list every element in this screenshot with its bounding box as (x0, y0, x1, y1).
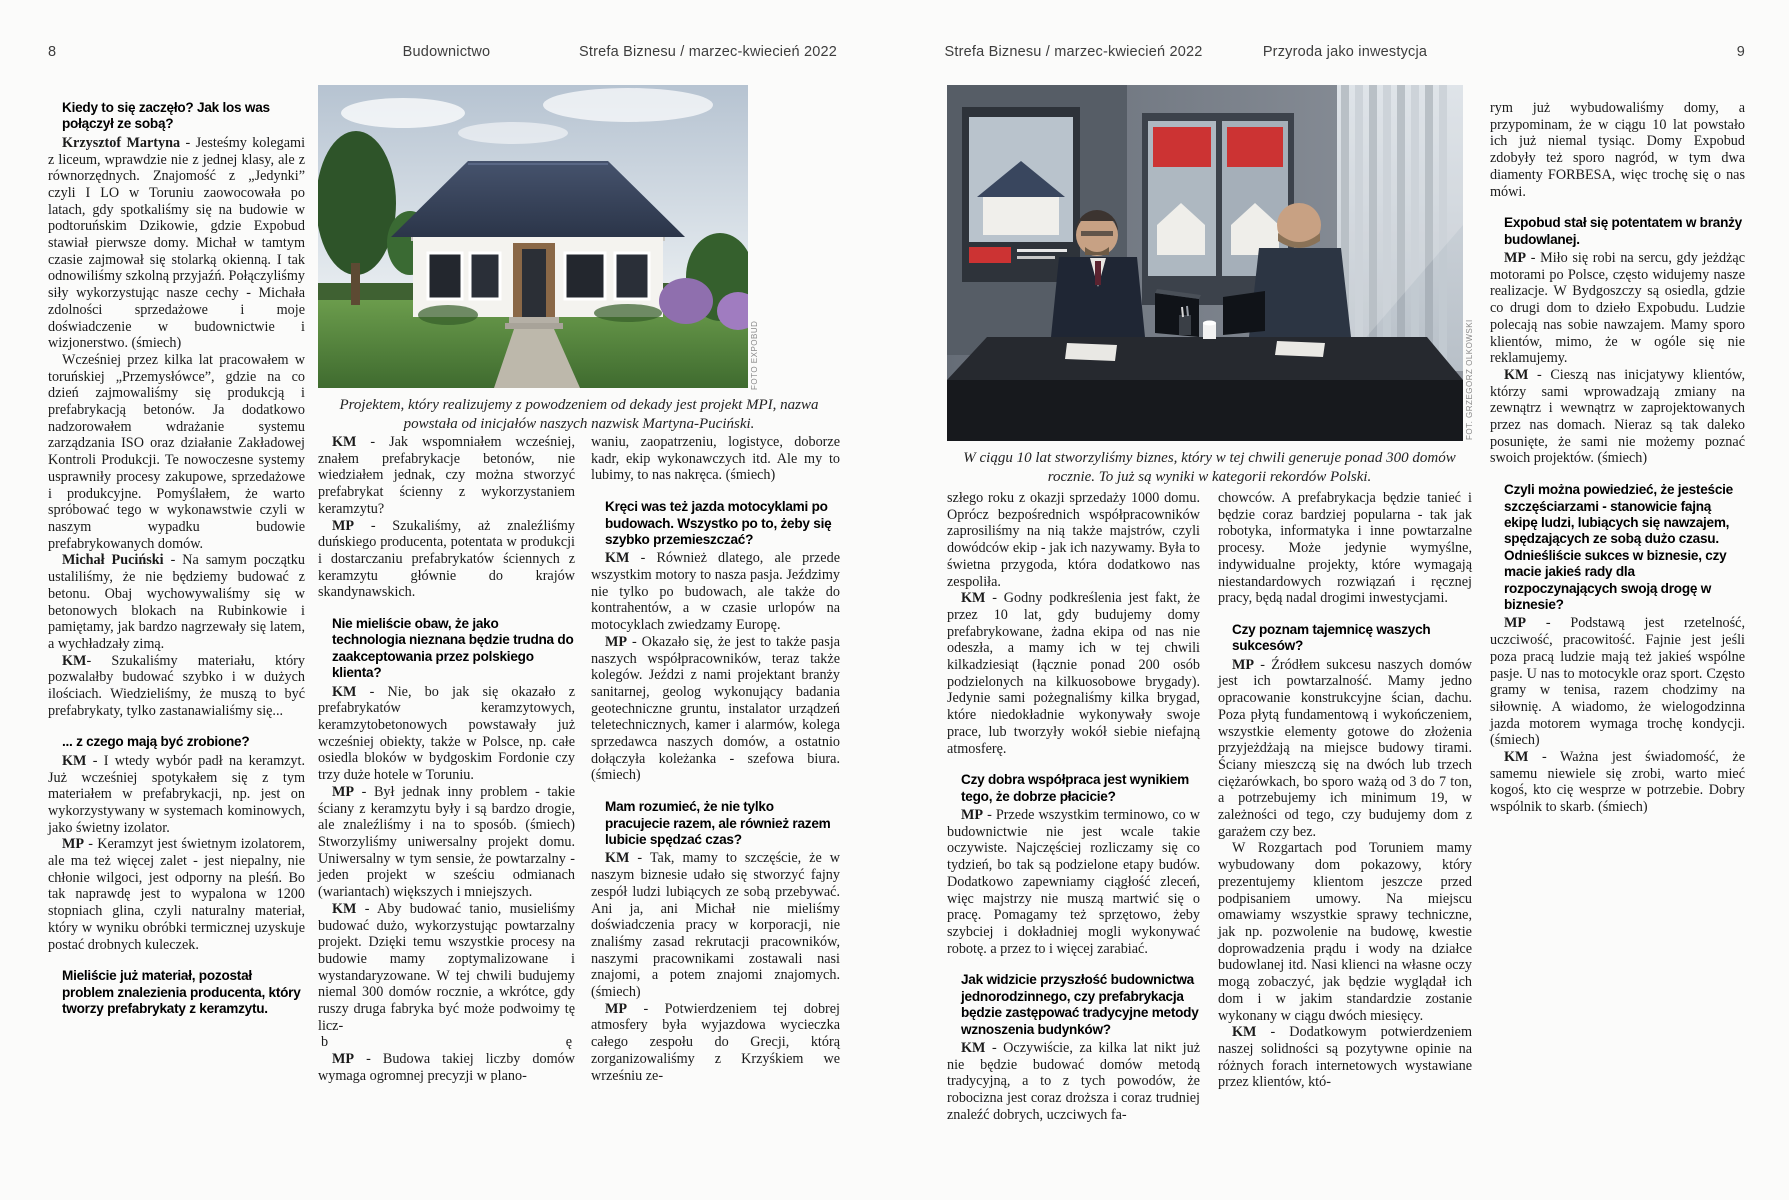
interview-question: Kręci was też jazda motocyklami po budowach. Wszystko po to, żeby się szybko przemieszczać? (605, 499, 832, 547)
right-page-column-1 (947, 490, 1200, 1124)
house-photo (318, 85, 748, 388)
interview-question: Mieliście już materiał, pozostał problem znalezienia producenta, który tworzy prefabrykaty z keramzytu. (62, 968, 301, 1017)
interview-paragraph: KM - Aby budować tanio, musieliśmy budować dużo, wykorzystując powtarzalny projekt. Dzięki temu wszystkie procesy na budowie mamy zoptymalizowane i wystandaryzowane. W tej chwili budujemy niemal 300 domów rocznie, a wkrótce, gdy ruszy druga fabryka być może podwoimy tę licz- (318, 900, 575, 1034)
speaker-name: KM (332, 683, 357, 700)
photo-credit-right: FOT. GRZEGORZ OLKOWSKI (1465, 319, 1474, 440)
speaker-name: MP (605, 1000, 628, 1017)
speaker-name: MP (1232, 656, 1255, 673)
interview-paragraph: b ę (321, 1034, 572, 1051)
speaker-name: KM (961, 590, 986, 607)
interview-paragraph: KM - Ważna jest świadomość, że samemu niewiele się zrobi, warto mieć kogoś, kto cię wesprze w potrzebie. Dobry wspólnik to skarb. (śmiech) (1490, 749, 1745, 816)
interview-paragraph: KM - Jak wspomniałem wcześniej, znałem prefabrykacje betonów, nie wiedziałem jednak, czy można stworzyć prefabrykat ścienny z wykorzystaniem keramzytu? (318, 434, 575, 517)
interview-question: ... z czego mają być zrobione? (62, 734, 250, 750)
page-number-left: 8 (48, 44, 57, 60)
interview-paragraph: MP - Potwierdzeniem tej dobrej atmosfery była wyjazdowa wycieczka całego zespołu do Grecji, którą zorganizowaliśmy z Krzyśkiem we wrześniu ze- (591, 1000, 840, 1084)
left-page-column-1 (48, 100, 305, 1019)
interview-paragraph: MP - Podstawą jest rzetelność, uczciwość, pracowitość. Fajnie jest jeśli poza pracą ludzie mają też jakieś wspólne pasje. U nas to motocykle oraz sport. Często gramy w tenisa, razem chodzimy na siłownię. A wiadomo, że wielogodzinna jazda motorem wymaga trochę kondycji. (śmiech) (1490, 615, 1745, 749)
interview-question: Nie mieliście obaw, że jako technologia nieznana będzie trudna do zaakceptowania przez polskiego klienta? (332, 616, 574, 681)
office-photo (947, 85, 1463, 441)
interview-paragraph: KM- Szukaliśmy materiału, który pozwalałby budować szybko i w dużych ilościach. Wiedzieliśmy, że muszą to być prefabrykaty, tylko zastanawialiśmy się... (48, 652, 305, 719)
speaker-name: KM (605, 850, 630, 867)
interview-paragraph: KM - Tak, mamy to szczęście, że w naszym biznesie udało się stworzyć fajny zespół ludzi lubiących ze sobą przebywać. Ani ja, ani Michał nie mieliśmy doświadczenia pracy w korporacji, nie znaliśmy zasad rekrutacji pracowników, naszymi pracownikami zostawali nasi znajomi, a potem znajomi znajomych. (śmiech) (591, 850, 840, 1001)
interview-paragraph: MP - Przede wszystkim terminowo, co w budownictwie nie jest wcale takie oczywiste. Najczęściej rozliczamy się co tydzień, bo tak są podzielone etapy budów. Dodatkowo zapewniamy ciągłość zleceń, więc majstrzy nie muszą martwić się o pracę. Pomagamy też sprzętowo, żeby szybciej i dokładniej mogli wykonywać robotę. a przez to i więcej zarabiać. (947, 807, 1200, 957)
speaker-name: KM (1232, 1024, 1257, 1041)
interview-paragraph: MP - Szukaliśmy, aż znaleźliśmy duńskiego producenta, potentata w produkcji i dostarczaniu prefabrykatów ściennych z keramzytu głównie do krajów skandynawskich. (318, 517, 575, 601)
interview-question: Czy poznam tajemnicę waszych sukcesów? (1232, 621, 1431, 654)
speaker-name: KM (62, 652, 87, 669)
interview-paragraph: KM - Godny podkreślenia jest fakt, że przez 10 lat, gdy budujemy domy prefabrykowane, żadna ekipa od nas nie odeszła, a mamy ich w tej chwili kilkadziesiąt (łącznie ponad 200 osób podzielonych na kilkuosobowe brygady). Jedynie sami pożegnaliśmy kilka brygad, które niedokładnie wykonywały swoje prace, lub tworzyły wokół siebie niefajną atmosferę. (947, 590, 1200, 757)
speaker-name: MP (961, 807, 984, 824)
interview-paragraph: rym już wybudowaliśmy domy, a przypominam, że w ciągu 10 lat powstało ich już niemal tysiąc. Domy Expobud zdobyły też sporo nagród, w tym dwa diamenty FORBESA, więc trochę się o nas mówi. (1490, 100, 1745, 200)
left-page-column-2 (318, 434, 575, 1085)
interview-paragraph: Krzysztof Martyna - Jesteśmy kolegami z liceum, wprawdzie nie z jednej klasy, ale z równorzędnych. Znajomość z „Jedynki” czyli I LO w Toruniu zaowocowała po latach, gdy spotkaliśmy się na budowie w podtoruńskim Dzikowie, gdzie Expobud stawiał pierwsze domy. Michał w tamtym czasie zajmował się stolarką okienną. I tak odnowiliśmy szkolną przyjaźń. Połączyliśmy siły wykorzystując nasze cechy - Michała zdolności sprzedażowe i moje doświadczenie w budownictwie i wizjonerstwo. (śmiech) (48, 134, 306, 352)
photo-credit-left: FOTO EXPOBUD (750, 320, 759, 390)
office-illustration (947, 85, 1463, 441)
section-title-left: Budownictwo (402, 44, 491, 60)
speaker-name: KM (332, 900, 357, 917)
speaker-name: KM (332, 434, 357, 450)
interview-paragraph: KM - I wtedy wybór padł na keramzyt. Już wcześniej spotykałem się z tym materiałem w prefabrykacji, np. jest on wykorzystywany w systemach kominowych, jako świetny izolator. (48, 752, 305, 836)
speaker-name: KM (62, 752, 87, 769)
issue-title-right: Strefa Biznesu / marzec-kwiecień 2022 (944, 44, 1203, 60)
speaker-name: MP (62, 836, 85, 853)
speaker-name: MP (605, 633, 628, 650)
speaker-name: KM (961, 1040, 986, 1057)
speaker-name: KM (1504, 749, 1529, 766)
interview-paragraph: MP - Miło się robi na sercu, gdy jeżdżąc motorami po Polsce, często widujemy nasze realizacje. W Bydgoszczy są osiedla, gdzie co drugi dom to dzieło Expobudu. Ludzie polecają nas sobie nawzajem. Mamy sporo klientów, mimo, że w ogóle się nie reklamujemy. (1490, 250, 1745, 367)
house-illustration (318, 85, 748, 388)
interview-paragraph: chowców. A prefabrykacja będzie tanieć i będzie coraz bardziej popularna - tak jak robotyka, informatyka i inne powtarzalne procesy. Może jedynie wymyślne, indywidualne projekty, które wymagają niestandardowych rozwiązań i ręcznej pracy, będą nadal drogimi inwestycjami. (1218, 490, 1472, 607)
speaker-name: KM (605, 550, 630, 567)
interview-paragraph: W Rozgartach pod Toruniem mamy wybudowany dom pokazowy, który prezentujemy klientom jeszcze przed podpisaniem umowy. Na miejscu omawiamy wszystkie sprawy techniczne, jak np. pozwolenie na budowę, kwestie doprowadzenia prądu i wody na działce budowlanej itd. Nasi klienci na własne oczy mogą zobaczyć, jak będzie wyglądał ich dom i w jakim standardzie zostanie wykonany w ciągu dwóch miesięcy. (1218, 840, 1472, 1024)
interview-paragraph: Michał Puciński - Na samym początku ustaliliśmy, że nie będziemy budować z betonu. Obaj wychowywaliśmy się w betonowych blokach na Rubinkowie i pamiętamy, jak bardzo nagrzewały się latem, a wychładzały zimą. (48, 552, 305, 652)
speaker-name: KM (1504, 366, 1529, 383)
interview-question: Expobud stał się potentatem w branży budowlanej. (1504, 215, 1742, 247)
interview-paragraph: Wcześniej przez kilka lat pracowałem w toruńskiej „Przemysłówce”, gdzie na co dzień zajmowaliśmy się produkcją i prefabrykacją betonów. Ja dodatkowo nadzorowałem wdrażanie systemu zarządzania ISO oraz działanie Zakładowej Kontroli Produkcji. Te nowoczesne systemy usprawniły procesy zakupowe, sprzedażowe i produkcyjne. Pomyślałem, że warto spróbować tego w wykonawstwie czyli w naszym wypadku budowie prefabrykowanych domów. (48, 351, 305, 552)
caption-left: Projektem, który realizujemy z powodzeniem od dekady jest projekt MPI, nazwa powstała od inicjałów naszych nazwisk Martyna-Puciński. (339, 397, 819, 432)
interview-question: Mam rozumieć, że nie tylko pracujecie razem, ale również razem lubicie spędzać czas? (605, 799, 831, 847)
interview-paragraph: MP - Keramzyt jest świetnym izolatorem, ale ma też więcej zalet - jest niepalny, nie chłonie wilgoci, jest odporny na pleśń. Bo tak naprawdę jest to wypalona w 1200 stopniach glina, czyli naturalny materiał, który w wyniku obróbki termicznej uzyskuje postać drobnych kuleczek. (48, 836, 305, 953)
caption-right: W ciągu 10 lat stworzyliśmy biznes, który w tej chwili generuje ponad 300 domów rocznie. To już są wyniki w kategorii rekordów Polski. (963, 450, 1456, 485)
right-page-column-3 (1490, 100, 1745, 816)
interview-paragraph: MP - Źródłem sukcesu naszych domów jest ich powtarzalność. Mamy jedno opracowanie konstrukcyjne ścian, dachu. Poza płytą fundamentową i wykończeniem, wszystkie elementy gotowe do złożenia przyjeżdżają na miejsce budowy tirami. Ściany mieszczą się na dwóch lub trzech ciężarówkach, bo sporo ważą od 3 do 7 ton, a potrzebujemy ich minimum 19, w zależności od tego, czy budujemy dom z garażem czy bez. (1218, 656, 1472, 840)
speaker-name: MP (1504, 250, 1527, 267)
speaker-name: Krzysztof Martyna (62, 134, 181, 151)
interview-paragraph: szłego roku z okazji sprzedaży 1000 domu. Oprócz bezpośrednich współpracowników zaprosiliśmy na nią także majstrów, czyli dowódców ekip - jak ich nazywamy. Była to świetna przygoda, która dodatkowo nas zespoliła. (947, 490, 1200, 590)
interview-paragraph: KM - Cieszą nas inicjatywy klientów, którzy sami wprowadzają zmiany na zewnątrz i wewnątrz w zaprojektowanych przez nas domach. Nieraz są tak daleko posunięte, że sami nie możemy poznać swoich projektów. (śmiech) (1490, 366, 1745, 467)
speaker-name: MP (332, 783, 355, 800)
interview-paragraph: KM - Również dlatego, ale przede wszystkim motory to nasza pasja. Jeździmy nie tylko po budowach, ale także do kontrahentów, a w czasie urlopów na motocyklach zwiedzamy Europę. (591, 550, 840, 634)
speaker-name: Michał Puciński (62, 552, 164, 569)
page-number-right: 9 (1736, 44, 1745, 60)
interview-question: Czyli można powiedzieć, że jesteście szczęściarzami - stanowicie fajną ekipę ludzi, lubiących się nawzajem, spędzających ze sobą dużo czasu. Odnieśliście sukces w biznesie, czy macie jakieś rady dla rozpoczynających swoją drogę w biznesie? (1504, 482, 1733, 613)
interview-paragraph: MP - Okazało się, że jest to także pasja naszych współpracowników, teraz także kolegów. Jeździ z nami projektant branży sanitarnej, geolog wykonujący badania geotechniczne gruntu, instalator urządzeń teletechnicznych, kamer i alarmów, kolega sprzedawca naszych domów, a ostatnio dołączyła koleżanka - szefowa biura. (śmiech) (591, 633, 840, 784)
right-page-column-2 (1218, 490, 1472, 1091)
interview-paragraph: MP - Budowa takiej liczby domów wymaga ogromnej precyzji w plano- (318, 1051, 575, 1084)
section-title-right: Przyroda jako inwestycja (1262, 44, 1428, 60)
speaker-name: MP (332, 1051, 355, 1068)
interview-paragraph: waniu, zaopatrzeniu, logistyce, doborze kadr, ekip wykonawczych itd. Ale my to lubimy, to nas nakręca. (śmiech) (591, 434, 840, 484)
speaker-name: MP (332, 517, 355, 534)
speaker-name: MP (1504, 615, 1527, 632)
left-page-column-3 (591, 434, 840, 1084)
interview-paragraph: KM - Dodatkowym potwierdzeniem naszej solidności są pozytywne opinie na różnych forach internetowych wystawiane przez klientów, któ- (1218, 1024, 1472, 1091)
interview-paragraph: MP - Był jednak inny problem - takie ściany z keramzytu były i są bardzo drogie, ale znaleźliśmy i na to sposób. (śmiech) Stworzyliśmy uniwersalny projekt domu. Uniwersalny w tym sensie, że powtarzalny - jeden projekt w sześciu odmianach (wariantach) większych i mniejszych. (318, 783, 575, 901)
interview-question: Jak widzicie przyszłość budownictwa jednorodzinnego, czy prefabrykacja będzie zastępować tradycyjne metody wznoszenia budynków? (961, 972, 1199, 1037)
interview-question: Czy dobra współpraca jest wynikiem tego, że dobrze płacicie? (961, 772, 1189, 804)
interview-paragraph: KM - Nie, bo jak się okazało z prefabrykatów keramzytowych, keramzytobetonowych powstawały już wcześniej obiekty, także w Polsce, np. całe osiedla bloków w bydgoskim Fordonie czy trzy duże hotele w Toruniu. (318, 683, 575, 784)
issue-title-left: Strefa Biznesu / marzec-kwiecień 2022 (578, 44, 838, 60)
interview-question: Kiedy to się zaczęło? Jak los was połączył ze sobą? (62, 100, 270, 132)
interview-paragraph: KM - Oczywiście, za kilka lat nikt już nie będzie budować domów metodą tradycyjną, a to z tych powodów, że robocizna jest coraz droższa i coraz trudniej znaleźć dobrych, uczciwych fa- (947, 1040, 1200, 1123)
